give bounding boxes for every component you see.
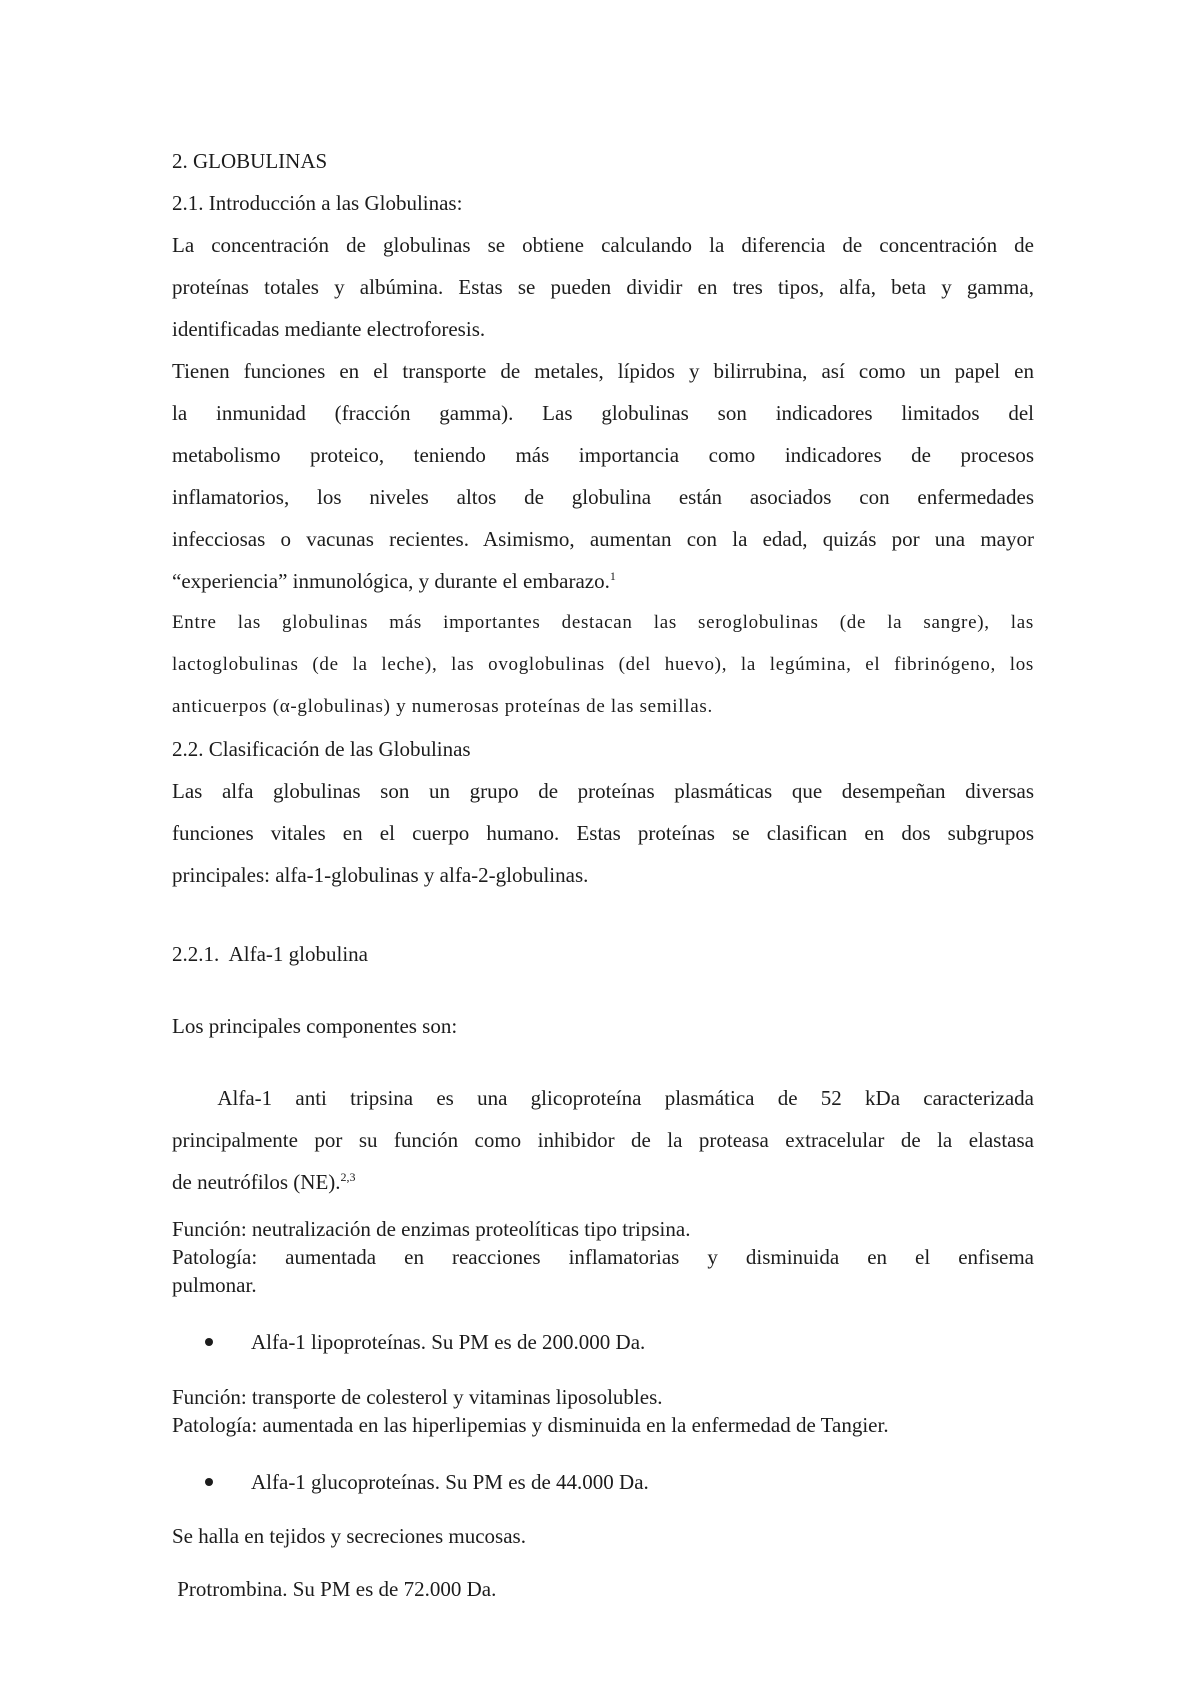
paragraph-line: proteínas totales y albúmina. Estas se pueden dividir en tres tipos, alfa, beta y gamma,: [172, 275, 1034, 299]
paragraph-line: principales: alfa-1-globulinas y alfa-2-globulinas.: [172, 863, 589, 887]
paragraph-line: lactoglobulinas (de la leche), las ovoglobulinas (del huevo), la legúmina, el fibrinógeno, los: [172, 654, 1034, 675]
paragraph-functions: [172, 350, 1034, 602]
paragraph-line: pulmonar.: [172, 1273, 257, 1297]
paragraph-line: metabolismo proteico, teniendo más importancia como indicadores de procesos: [172, 443, 1034, 467]
paragraph-line: Patología: aumentada en reacciones inflamatorias y disminuida en el enfisema: [172, 1245, 1034, 1269]
paragraph-line-text: de neutrófilos (NE).: [172, 1170, 341, 1194]
paragraph-line: identificadas mediante electroforesis.: [172, 317, 486, 341]
glucoproteins-text: Se halla en tejidos y secreciones mucosas.: [172, 1524, 526, 1548]
paragraph-line: principalmente por su función como inhibidor de la proteasa extracelular de la elastasa: [172, 1128, 1034, 1152]
bullet-icon: [205, 1478, 213, 1486]
paragraph-line: inflamatorios, los niveles altos de globulina están asociados con enfermedades: [172, 485, 1034, 509]
paragraph-line: la inmunidad (fracción gamma). Las globulinas son indicadores limitados del: [172, 401, 1034, 425]
paragraph-line-text: “experiencia” inmunológica, y durante el embarazo.: [172, 569, 610, 593]
paragraph-line: La concentración de globulinas se obtiene calculando la diferencia de concentración de: [172, 233, 1034, 257]
paragraph-alpha1-antitrypsin: [172, 1077, 1034, 1203]
paragraph-line: [172, 1161, 1034, 1203]
paragraph-concentration: [172, 224, 1034, 350]
paragraph-line: infecciosas o vacunas recientes. Asimismo, aumentan con la edad, quizás por una mayor: [172, 527, 1034, 551]
section-heading-2: 2. GLOBULINAS: [172, 149, 328, 173]
bullet-item-glucoproteins: [172, 1461, 1034, 1503]
paragraph-important-globulins: [172, 602, 1034, 728]
section-heading-2-1: 2.1. Introducción a las Globulinas:: [172, 191, 463, 215]
components-intro: Los principales componentes son:: [172, 1014, 458, 1038]
paragraph-line: Tienen funciones en el transporte de metales, lípidos y bilirrubina, así como un papel en: [172, 359, 1034, 383]
a1at-pathology: [172, 1243, 1034, 1299]
bullet-icon: [205, 1338, 213, 1346]
paragraph-line: [172, 560, 1034, 602]
paragraph-alpha-globulins: [172, 770, 1034, 896]
bullet-text: Alfa-1 glucoproteínas. Su PM es de 44.000 Da.: [251, 1470, 649, 1494]
paragraph-line: anticuerpos (α-globulinas) y numerosas proteínas de las semillas.: [172, 696, 713, 717]
document-page: [172, 140, 1034, 1610]
paragraph-line: Entre las globulinas más importantes destacan las seroglobulinas (de la sangre), las: [172, 612, 1034, 633]
bullet-text: Alfa-1 lipoproteínas. Su PM es de 200.000 Da.: [251, 1330, 646, 1354]
section-heading-2-2-1: 2.2.1. Alfa-1 globulina: [172, 942, 368, 966]
lipo-function: Función: transporte de colesterol y vitaminas liposolubles.: [172, 1385, 663, 1409]
lipo-pathology: Patología: aumentada en las hiperlipemias y disminuida en la enfermedad de Tangier.: [172, 1413, 889, 1437]
section-heading-2-2: 2.2. Clasificación de las Globulinas: [172, 737, 471, 761]
footnote-ref: 2,3: [340, 1170, 356, 1184]
paragraph-line: Las alfa globulinas son un grupo de proteínas plasmáticas que desempeñan diversas: [172, 779, 1034, 803]
a1at-function: Función: neutralización de enzimas proteolíticas tipo tripsina.: [172, 1217, 691, 1241]
paragraph-line: Alfa-1 anti tripsina es una glicoproteína plasmática de 52 kDa caracterizada: [172, 1086, 1034, 1110]
paragraph-line: funciones vitales en el cuerpo humano. Estas proteínas se clasifican en dos subgrupos: [172, 821, 1034, 845]
bullet-item-lipoproteins: [172, 1321, 1034, 1363]
footnote-ref: 1: [609, 569, 616, 583]
prothrombin-text: Protrombina. Su PM es de 72.000 Da.: [172, 1577, 497, 1601]
